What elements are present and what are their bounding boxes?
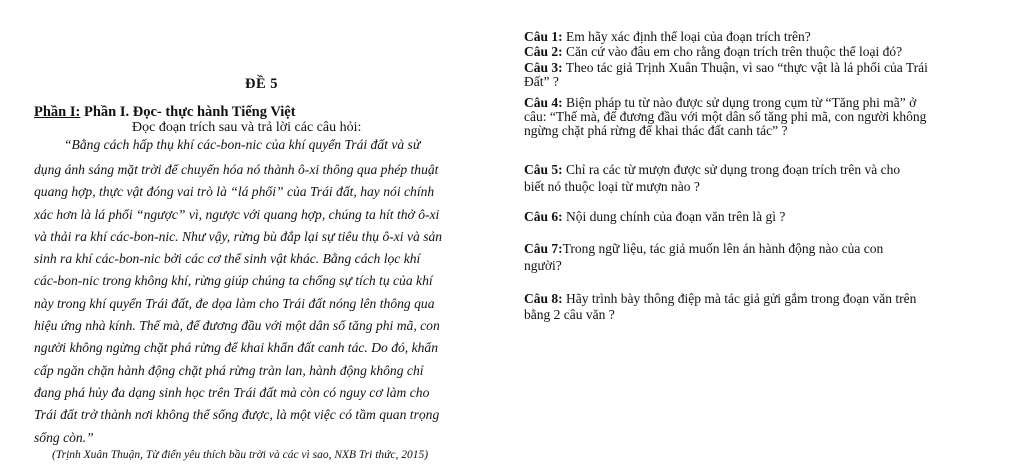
question-5 [524,163,900,194]
question-2 [524,45,902,59]
question-label: Câu 7: [524,241,563,256]
question-7 [524,242,883,273]
question-label: Câu 8: [524,291,563,306]
passage-line: và thải ra khí các-bon-nic. Như vậy, rừng bù đắp lại sự tiêu thụ ô-xi và sản [34,228,443,244]
passage-line: sống còn.” [34,429,94,445]
question-1 [524,30,811,44]
reading-passage [34,137,496,449]
question-text: Hãy trình bày thông điệp mà tác giả gửi gắm trong đoạn văn trên [562,291,917,306]
passage-line: xác hơn là lá phổi “ngược” vì, ngược với quang hợp, chúng ta hít thở ô-xi [34,206,440,222]
question-text-cont: ngừng chặt phá rừng để khai thác đất canh tác” ? [524,123,788,138]
question-6 [524,210,785,224]
question-label: Câu 3: [524,60,563,75]
question-text: Chỉ ra các từ mượn được sử dụng trong đoạn trích trên và cho [562,162,901,177]
reading-instruction: Đọc đoạn trích sau và trả lời các câu hỏi: [132,120,362,135]
question-3 [524,61,928,89]
question-8 [524,292,916,322]
passage-line: “Bằng cách hấp thụ khí các-bon-nic của khí quyển Trái đất và sử [64,137,421,152]
question-4 [524,96,926,138]
passage-source: (Trịnh Xuân Thuận, Từ điển yêu thích bầu trời và các vì sao, NXB Tri thức, 2015) [52,449,429,461]
question-text-cont: câu: “Thế mà, để đương đầu với một dân số tăng phi mã, con người không [524,109,927,124]
exam-title: ĐỀ 5 [245,76,279,92]
passage-line: quang hợp, thực vật đóng vai trò là “lá phổi” của Trái đất, hay nói chính [34,184,435,200]
question-text-cont: Đất” ? [524,74,559,89]
part-label: Phần I: [34,104,81,120]
question-text: Trong ngữ liệu, tác giả muốn lên án hành động nào của con [562,241,884,256]
passage-line: các-bon-nic trong không khí, rừng giúp chúng ta chống sự tích tụ của khí [34,273,433,289]
question-text: Em hãy xác định thể loại của đoạn trích trên? [562,29,811,44]
passage-line: người không ngừng chặt phá rừng để khai khẩn đất canh tác. Do đó, khẩn [34,340,439,356]
part-title: Phần I. Đọc- thực hành Tiếng Việt [80,104,296,120]
part-heading [34,104,296,121]
passage-line: đang phá hủy đa dạng sinh học trên Trái đất mà còn có nguy cơ làm cho [34,384,430,400]
question-label: Câu 1: [524,29,563,44]
passage-line: cấp ngăn chặn hành động chặt phá rừng tràn lan, hành động không chỉ [34,362,424,378]
question-label: Câu 2: [524,44,563,59]
passage-line: hiệu ứng nhà kính. Thế mà, để đương đầu với một dân số tăng phi mã, con [34,318,440,334]
passage-line: Trái đất trở thành nơi không thể sống được, là một việc có tầm quan trọng [34,407,440,423]
question-text-cont: bằng 2 câu văn ? [524,307,615,322]
question-text-cont: người? [524,258,562,273]
question-text: Biện pháp tu từ nào được sử dụng trong cụm từ “Tăng phi mã” ở [562,95,917,110]
question-label: Câu 5: [524,162,563,177]
question-text: Theo tác giả Trịnh Xuân Thuận, vì sao “thực vật là lá phổi của Trái [562,60,928,75]
passage-line: dụng ánh sáng mặt trời để chuyển hóa nó thành ô-xi thông qua phép thuật [34,162,439,177]
question-label: Câu 6: [524,209,563,224]
question-text: Căn cứ vào đâu em cho rằng đoạn trích trên thuộc thể loại đó? [562,44,903,59]
question-text-cont: biết nó thuộc loại từ mượn nào ? [524,179,700,194]
passage-line: này trong khí quyển Trái đất, đe dọa làm cho Trái đất nóng lên thông qua [34,295,435,311]
question-label: Câu 4: [524,95,563,110]
passage-line: sinh ra khí các-bon-nic bởi các cơ thể sinh vật khác. Bằng cách lọc khí [34,251,421,267]
question-text: Nội dung chính của đoạn văn trên là gì ? [562,209,786,224]
